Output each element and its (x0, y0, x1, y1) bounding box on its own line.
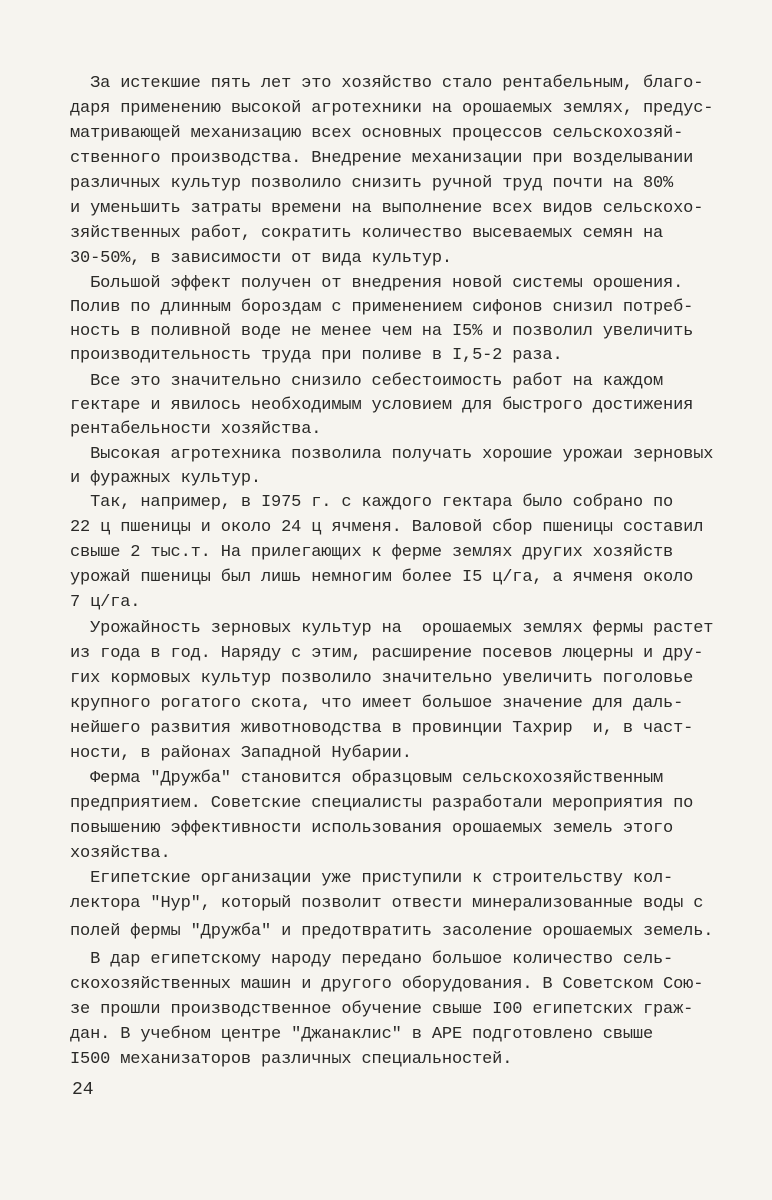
text-line: лектора "Нур", который позволит отвести минерализованные воды с (70, 894, 704, 913)
text-line: полей фермы "Дружба" и предотвратить засоление орошаемых земель. (70, 922, 714, 941)
text-line: зяйственных работ, сократить количество высеваемых семян на (70, 224, 664, 243)
text-line: гих кормовых культур позволило значительно увеличить поголовье (70, 669, 694, 688)
text-line: предприятием. Советские специалисты разработали мероприятия по (70, 794, 694, 813)
text-line: крупного рогатого скота, что имеет большое значение для даль- (70, 694, 684, 713)
text-line: дан. В учебном центре "Джанаклис" в АРЕ подготовлено свыше (70, 1025, 653, 1044)
text-line: свыше 2 тыс.т. На прилегающих к ферме землях других хозяйств (70, 543, 674, 562)
text-line: Полив по длинным бороздам с применением сифонов снизил потреб- (70, 298, 694, 317)
text-line: нейшего развития животноводства в провинции Тахрир и, в част- (70, 719, 694, 738)
text-line: За истекшие пять лет это хозяйство стало рентабельным, благо- (70, 74, 704, 93)
text-line: производительность труда при поливе в I,5-2 раза. (70, 346, 563, 365)
text-line: Все это значительно снизило себестоимость работ на каждом (70, 372, 664, 391)
text-line: и фуражных культур. (70, 469, 261, 488)
text-line: Египетские организации уже приступили к строительству кол- (70, 869, 674, 888)
text-line: гектаре и явилось необходимым условием для быстрого достижения (70, 396, 694, 415)
text-line: даря применению высокой агротехники на орошаемых землях, предус- (70, 99, 714, 118)
text-line: Урожайность зерновых культур на орошаемых землях фермы растет (70, 619, 714, 638)
text-line: и уменьшить затраты времени на выполнение всех видов сельскохо- (70, 199, 704, 218)
text-line: ственного производства. Внедрение механизации при возделывании (70, 149, 694, 168)
text-line: хозяйства. (70, 844, 171, 863)
text-line: 7 ц/га. (70, 593, 141, 612)
text-line: из года в год. Наряду с этим, расширение посевов люцерны и дру- (70, 644, 704, 663)
text-line: рентабельности хозяйства. (70, 420, 322, 439)
text-line: ность в поливной воде не менее чем на I5% и позволил увеличить (70, 322, 694, 341)
text-line: Большой эффект получен от внедрения новой системы орошения. (70, 274, 684, 293)
text-line: различных культур позволило снизить ручной труд почти на 80% (70, 174, 674, 193)
text-line: урожай пшеницы был лишь немногим более I5 ц/га, а ячменя около (70, 568, 694, 587)
text-line: В дар египетскому народу передано большое количество сель- (70, 950, 674, 969)
text-line: зе прошли производственное обучение свыше I00 египетских граж- (70, 1000, 694, 1019)
text-line: 22 ц пшеницы и около 24 ц ячменя. Валовой сбор пшеницы составил (70, 518, 704, 537)
page-number: 24 (72, 1080, 94, 1100)
text-line: ности, в районах Западной Нубарии. (70, 744, 412, 763)
text-line: повышению эффективности использования орошаемых земель этого (70, 819, 674, 838)
text-line: скохозяйственных машин и другого оборудования. В Советском Сою- (70, 975, 704, 994)
text-line: матривающей механизацию всех основных процессов сельскохозяй- (70, 124, 684, 143)
text-line: I500 механизаторов различных специальностей. (70, 1050, 513, 1069)
text-line: Так, например, в I975 г. с каждого гектара было собрано по (70, 493, 674, 512)
text-line: 30-50%, в зависимости от вида культур. (70, 249, 452, 268)
text-line: Высокая агротехника позволила получать хорошие урожаи зерновых (70, 445, 714, 464)
text-line: Ферма "Дружба" становится образцовым сельскохозяйственным (70, 769, 664, 788)
